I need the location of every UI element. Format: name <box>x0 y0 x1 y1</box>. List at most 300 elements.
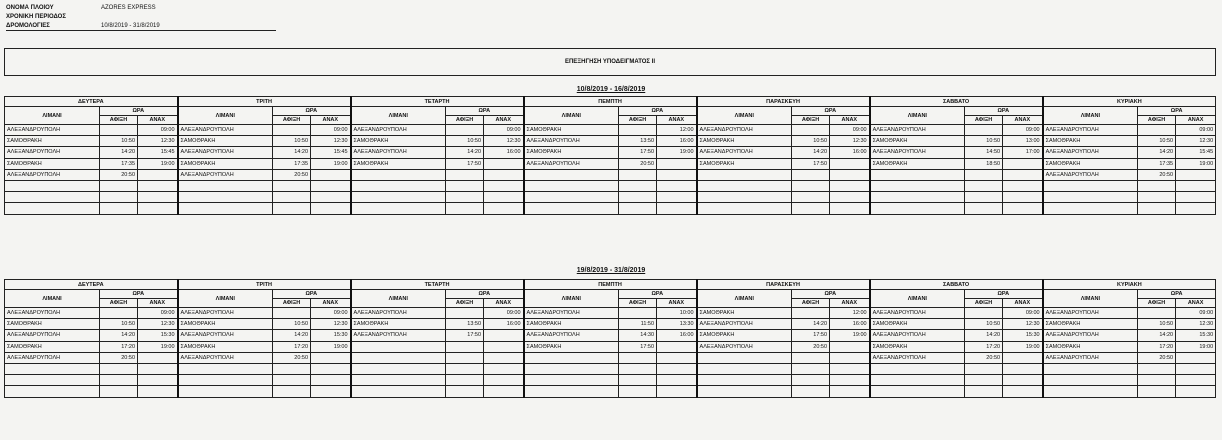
arrival-time-cell <box>100 386 138 397</box>
port-cell: ΣΑΜΟΘΡΑΚΗ <box>178 341 273 352</box>
departure-time-cell <box>1176 375 1216 386</box>
arrival-time-cell: 18:50 <box>965 158 1003 169</box>
departure-time-cell <box>311 375 351 386</box>
arrival-column-header: ΑΦΙΞΗ <box>965 116 1003 125</box>
arrival-time-cell: 10:50 <box>446 136 484 147</box>
departure-column-header: ΑΝΑΧ <box>830 116 870 125</box>
arrival-time-cell <box>619 192 657 203</box>
schedule-row <box>5 147 1216 158</box>
port-cell <box>178 203 273 214</box>
time-column-header: ΩΡΑ <box>273 290 351 299</box>
port-column-header: ΛΙΜΑΝΙ <box>5 290 100 308</box>
arrival-time-cell: 20:50 <box>792 341 830 352</box>
schedule-row <box>5 375 1216 386</box>
arrival-time-cell <box>273 375 311 386</box>
arrival-time-cell <box>965 203 1003 214</box>
arrival-time-cell: 10:50 <box>1138 136 1176 147</box>
departure-time-cell: 16:00 <box>830 147 870 158</box>
port-cell: ΑΛΕΞΑΝΔΡΟΥΠΟΛΗ <box>870 308 965 319</box>
arrival-time-cell <box>619 363 657 374</box>
day-header: ΚΥΡΙΑΚΗ <box>1043 280 1216 290</box>
departure-column-header: ΑΝΑΧ <box>311 116 351 125</box>
port-cell: ΑΛΕΞΑΝΔΡΟΥΠΟΛΗ <box>1043 352 1138 363</box>
port-cell <box>178 180 273 191</box>
day-header-row <box>5 97 1216 107</box>
day-header: ΣΑΒΒΑΤΟ <box>870 280 1043 290</box>
schedule-row <box>5 363 1216 374</box>
departure-time-cell <box>138 363 178 374</box>
document-header <box>6 4 160 31</box>
port-cell: ΑΛΕΞΑΝΔΡΟΥΠΟΛΗ <box>5 169 100 180</box>
departure-time-cell <box>484 158 524 169</box>
departure-time-cell <box>657 203 697 214</box>
arrival-time-cell: 14:20 <box>100 330 138 341</box>
period-label: ΧΡΟΝΙΚΗ ΠΕΡΙΟΔΟΣ <box>6 14 66 20</box>
departure-time-cell <box>1003 169 1043 180</box>
time-column-header: ΩΡΑ <box>446 290 524 299</box>
arrival-time-cell: 17:50 <box>619 147 657 158</box>
period-title-1: 10/8/2019 - 16/8/2019 <box>576 86 646 93</box>
departure-time-cell: 12:30 <box>830 136 870 147</box>
arrival-time-cell: 17:50 <box>619 341 657 352</box>
arrival-time-cell <box>1138 375 1176 386</box>
port-cell: ΑΛΕΞΑΝΔΡΟΥΠΟΛΗ <box>1043 169 1138 180</box>
arrival-time-cell <box>100 192 138 203</box>
port-cell: ΣΑΜΟΘΡΑΚΗ <box>351 319 446 330</box>
port-cell <box>524 375 619 386</box>
arrival-time-cell: 17:20 <box>965 341 1003 352</box>
port-cell <box>524 169 619 180</box>
port-cell <box>697 386 792 397</box>
arrival-column-header: ΑΦΙΞΗ <box>619 116 657 125</box>
port-cell <box>870 203 965 214</box>
arrival-time-cell <box>792 375 830 386</box>
port-cell: ΣΑΜΟΘΡΑΚΗ <box>870 319 965 330</box>
arrival-time-cell: 14:20 <box>1138 330 1176 341</box>
port-column-header: ΛΙΜΑΝΙ <box>351 107 446 125</box>
header-underline <box>6 30 276 31</box>
port-cell <box>697 203 792 214</box>
arrival-time-cell <box>1138 192 1176 203</box>
departure-time-cell <box>830 192 870 203</box>
arrival-time-cell: 10:50 <box>1138 319 1176 330</box>
departure-column-header: ΑΝΑΧ <box>1003 116 1043 125</box>
port-cell: ΣΑΜΟΘΡΑΚΗ <box>5 341 100 352</box>
schedule-row <box>5 125 1216 136</box>
day-header: ΔΕΥΤΕΡΑ <box>5 280 178 290</box>
port-cell <box>1043 363 1138 374</box>
port-cell <box>351 180 446 191</box>
arrival-time-cell: 10:50 <box>965 136 1003 147</box>
departure-time-cell: 09:00 <box>311 308 351 319</box>
day-header: ΚΥΡΙΑΚΗ <box>1043 97 1216 107</box>
port-cell <box>351 192 446 203</box>
arrival-time-cell <box>446 192 484 203</box>
departure-column-header: ΑΝΑΧ <box>830 299 870 308</box>
arrival-column-header: ΑΦΙΞΗ <box>100 116 138 125</box>
port-cell: ΑΛΕΞΑΝΔΡΟΥΠΟΛΗ <box>697 125 792 136</box>
port-cell: ΣΑΜΟΘΡΑΚΗ <box>351 136 446 147</box>
arrival-column-header: ΑΦΙΞΗ <box>446 299 484 308</box>
departure-time-cell: 15:30 <box>311 330 351 341</box>
port-cell: ΑΛΕΞΑΝΔΡΟΥΠΟΛΗ <box>5 308 100 319</box>
arrival-time-cell <box>1138 125 1176 136</box>
departure-time-cell <box>1003 203 1043 214</box>
schedule-row <box>5 203 1216 214</box>
port-column-header: ΛΙΜΑΝΙ <box>697 290 792 308</box>
time-column-header: ΩΡΑ <box>792 107 870 116</box>
arrival-time-cell: 17:35 <box>1138 158 1176 169</box>
arrival-time-cell: 14:20 <box>965 330 1003 341</box>
port-cell <box>178 363 273 374</box>
arrival-time-cell: 17:50 <box>792 330 830 341</box>
departure-time-cell: 09:00 <box>311 125 351 136</box>
port-cell: ΑΛΕΞΑΝΔΡΟΥΠΟΛΗ <box>5 330 100 341</box>
port-cell: ΑΛΕΞΑΝΔΡΟΥΠΟΛΗ <box>524 136 619 147</box>
arrival-time-cell <box>446 375 484 386</box>
arrival-time-cell <box>273 180 311 191</box>
departure-time-cell: 16:00 <box>484 147 524 158</box>
port-cell <box>697 352 792 363</box>
arrival-time-cell: 20:50 <box>619 158 657 169</box>
port-column-header: ΛΙΜΑΝΙ <box>1043 107 1138 125</box>
departure-time-cell <box>484 375 524 386</box>
departure-time-cell: 13:00 <box>1003 136 1043 147</box>
port-cell <box>524 192 619 203</box>
departure-time-cell <box>311 363 351 374</box>
departure-time-cell <box>830 341 870 352</box>
departure-time-cell <box>484 363 524 374</box>
schedule-row <box>5 308 1216 319</box>
arrival-time-cell: 17:50 <box>792 158 830 169</box>
port-cell: ΣΑΜΟΘΡΑΚΗ <box>524 125 619 136</box>
column-header-row <box>5 107 1216 116</box>
departure-time-cell <box>830 180 870 191</box>
arrival-time-cell <box>100 363 138 374</box>
arrival-time-cell <box>446 180 484 191</box>
departure-time-cell <box>1003 158 1043 169</box>
arrival-time-cell <box>446 203 484 214</box>
departure-time-cell: 09:00 <box>1003 308 1043 319</box>
arrival-time-cell <box>965 308 1003 319</box>
arrival-column-header: ΑΦΙΞΗ <box>619 299 657 308</box>
arrival-column-header: ΑΦΙΞΗ <box>273 299 311 308</box>
port-cell: ΑΛΕΞΑΝΔΡΟΥΠΟΛΗ <box>870 147 965 158</box>
port-cell: ΣΑΜΟΘΡΑΚΗ <box>870 341 965 352</box>
arrival-time-cell: 17:20 <box>273 341 311 352</box>
port-column-header: ΛΙΜΑΝΙ <box>697 107 792 125</box>
arrival-time-cell <box>619 180 657 191</box>
vessel-row <box>6 4 160 13</box>
departure-time-cell: 12:30 <box>1176 319 1216 330</box>
port-cell: ΑΛΕΞΑΝΔΡΟΥΠΟΛΗ <box>178 169 273 180</box>
port-column-header: ΛΙΜΑΝΙ <box>178 107 273 125</box>
arrival-time-cell: 10:50 <box>965 319 1003 330</box>
departure-column-header: ΑΝΑΧ <box>484 299 524 308</box>
departure-time-cell <box>311 192 351 203</box>
arrival-time-cell <box>100 125 138 136</box>
departure-time-cell <box>657 158 697 169</box>
departure-time-cell <box>311 386 351 397</box>
arrival-time-cell: 20:50 <box>273 352 311 363</box>
arrival-time-cell <box>619 203 657 214</box>
arrival-time-cell: 14:20 <box>792 147 830 158</box>
day-header: ΣΑΒΒΑΤΟ <box>870 97 1043 107</box>
port-cell <box>5 180 100 191</box>
departure-time-cell: 09:00 <box>138 125 178 136</box>
port-cell <box>351 386 446 397</box>
departure-time-cell <box>830 363 870 374</box>
port-cell: ΣΑΜΟΘΡΑΚΗ <box>1043 136 1138 147</box>
arrival-time-cell: 14:20 <box>100 147 138 158</box>
departure-time-cell <box>1003 180 1043 191</box>
departure-time-cell: 12:30 <box>138 319 178 330</box>
departure-time-cell <box>484 341 524 352</box>
port-cell: ΑΛΕΞΑΝΔΡΟΥΠΟΛΗ <box>178 330 273 341</box>
port-cell: ΑΛΕΞΑΝΔΡΟΥΠΟΛΗ <box>1043 125 1138 136</box>
arrival-column-header: ΑΦΙΞΗ <box>792 116 830 125</box>
port-cell: ΑΛΕΞΑΝΔΡΟΥΠΟΛΗ <box>697 147 792 158</box>
departure-time-cell <box>1176 203 1216 214</box>
port-cell <box>178 192 273 203</box>
arrival-time-cell <box>965 125 1003 136</box>
port-cell <box>351 169 446 180</box>
arrival-time-cell <box>446 363 484 374</box>
route-value: 10/8/2019 - 31/8/2019 <box>101 23 160 29</box>
arrival-time-cell: 13:50 <box>619 136 657 147</box>
time-column-header: ΩΡΑ <box>100 290 178 299</box>
port-cell: ΑΛΕΞΑΝΔΡΟΥΠΟΛΗ <box>524 308 619 319</box>
departure-time-cell: 09:00 <box>1176 125 1216 136</box>
port-cell: ΑΛΕΞΑΝΔΡΟΥΠΟΛΗ <box>870 330 965 341</box>
departure-time-cell <box>311 352 351 363</box>
schedule-row <box>5 192 1216 203</box>
port-cell <box>5 363 100 374</box>
arrival-time-cell <box>100 180 138 191</box>
arrival-time-cell <box>446 308 484 319</box>
departure-time-cell: 12:30 <box>138 136 178 147</box>
day-header: ΠΑΡΑΣΚΕΥΗ <box>697 97 870 107</box>
departure-time-cell <box>830 158 870 169</box>
port-cell: ΣΑΜΟΘΡΑΚΗ <box>697 330 792 341</box>
departure-time-cell <box>1176 386 1216 397</box>
arrival-column-header: ΑΦΙΞΗ <box>1138 299 1176 308</box>
arrival-time-cell: 14:20 <box>273 147 311 158</box>
port-column-header: ΛΙΜΑΝΙ <box>524 290 619 308</box>
port-cell <box>1043 203 1138 214</box>
departure-time-cell <box>484 352 524 363</box>
schedule-table-2 <box>4 279 1216 398</box>
departure-time-cell: 15:30 <box>138 330 178 341</box>
arrival-time-cell <box>792 180 830 191</box>
arrival-time-cell <box>1138 308 1176 319</box>
arrival-time-cell <box>1138 180 1176 191</box>
arrival-time-cell <box>446 386 484 397</box>
arrival-time-cell <box>619 352 657 363</box>
departure-column-header: ΑΝΑΧ <box>484 116 524 125</box>
time-column-header: ΩΡΑ <box>446 107 524 116</box>
arrival-time-cell <box>619 375 657 386</box>
arrival-time-cell: 20:50 <box>100 352 138 363</box>
departure-column-header: ΑΝΑΧ <box>657 299 697 308</box>
departure-time-cell: 17:00 <box>1003 147 1043 158</box>
port-cell: ΣΑΜΟΘΡΑΚΗ <box>5 158 100 169</box>
departure-time-cell <box>1176 192 1216 203</box>
departure-time-cell: 16:00 <box>657 136 697 147</box>
arrival-time-cell: 10:50 <box>273 136 311 147</box>
port-cell <box>1043 192 1138 203</box>
departure-time-cell: 15:30 <box>1003 330 1043 341</box>
arrival-time-cell: 14:50 <box>965 147 1003 158</box>
port-cell: ΣΑΜΟΘΡΑΚΗ <box>697 136 792 147</box>
arrival-time-cell <box>100 308 138 319</box>
departure-time-cell <box>657 169 697 180</box>
departure-time-cell <box>138 203 178 214</box>
arrival-time-cell <box>273 192 311 203</box>
arrival-time-cell <box>792 308 830 319</box>
port-cell <box>351 363 446 374</box>
schedule-row <box>5 352 1216 363</box>
port-cell <box>1043 386 1138 397</box>
port-cell: ΑΛΕΞΑΝΔΡΟΥΠΟΛΗ <box>870 352 965 363</box>
port-cell: ΑΛΕΞΑΝΔΡΟΥΠΟΛΗ <box>351 308 446 319</box>
port-cell: ΣΑΜΟΘΡΑΚΗ <box>5 136 100 147</box>
arrival-time-cell: 17:35 <box>273 158 311 169</box>
day-header: ΤΕΤΑΡΤΗ <box>351 97 524 107</box>
arrival-time-cell <box>273 203 311 214</box>
port-cell: ΣΑΜΟΘΡΑΚΗ <box>524 319 619 330</box>
port-cell <box>697 169 792 180</box>
departure-time-cell <box>657 192 697 203</box>
departure-time-cell <box>484 203 524 214</box>
time-column-header: ΩΡΑ <box>100 107 178 116</box>
departure-time-cell: 19:00 <box>311 158 351 169</box>
departure-time-cell <box>484 180 524 191</box>
arrival-time-cell: 20:50 <box>1138 169 1176 180</box>
vessel-label: ΟΝΟΜΑ ΠΛΟΙΟΥ <box>6 5 54 11</box>
port-cell: ΣΑΜΟΘΡΑΚΗ <box>870 136 965 147</box>
arrival-column-header: ΑΦΙΞΗ <box>965 299 1003 308</box>
port-cell: ΑΛΕΞΑΝΔΡΟΥΠΟΛΗ <box>1043 147 1138 158</box>
arrival-time-cell <box>619 386 657 397</box>
departure-time-cell: 19:00 <box>311 341 351 352</box>
departure-time-cell: 19:00 <box>138 158 178 169</box>
port-column-header: ΛΙΜΑΝΙ <box>1043 290 1138 308</box>
arrival-time-cell <box>446 352 484 363</box>
arrival-time-cell: 17:35 <box>100 158 138 169</box>
port-cell: ΣΑΜΟΘΡΑΚΗ <box>178 319 273 330</box>
departure-time-cell: 13:30 <box>657 319 697 330</box>
departure-time-cell: 09:00 <box>484 308 524 319</box>
day-header: ΠΕΜΠΤΗ <box>524 97 697 107</box>
time-column-header: ΩΡΑ <box>1138 290 1216 299</box>
port-cell: ΣΑΜΟΘΡΑΚΗ <box>1043 158 1138 169</box>
arrival-time-cell <box>1138 363 1176 374</box>
arrival-column-header: ΑΦΙΞΗ <box>1138 116 1176 125</box>
arrival-time-cell <box>792 363 830 374</box>
day-header: ΤΡΙΤΗ <box>178 280 351 290</box>
arrival-time-cell: 17:20 <box>100 341 138 352</box>
arrival-time-cell: 17:20 <box>1138 341 1176 352</box>
arrival-time-cell <box>792 192 830 203</box>
departure-time-cell <box>311 180 351 191</box>
arrival-time-cell <box>446 341 484 352</box>
departure-time-cell <box>657 341 697 352</box>
departure-time-cell: 12:30 <box>1176 136 1216 147</box>
port-cell: ΣΑΜΟΘΡΑΚΗ <box>1043 319 1138 330</box>
arrival-time-cell <box>273 125 311 136</box>
departure-time-cell: 12:30 <box>311 136 351 147</box>
arrival-time-cell <box>792 386 830 397</box>
arrival-time-cell: 10:50 <box>100 319 138 330</box>
departure-time-cell <box>311 169 351 180</box>
port-cell <box>697 375 792 386</box>
time-column-header: ΩΡΑ <box>1138 107 1216 116</box>
port-cell: ΑΛΕΞΑΝΔΡΟΥΠΟΛΗ <box>178 147 273 158</box>
vessel-value: AZORES EXPRESS <box>101 5 156 11</box>
port-column-header: ΛΙΜΑΝΙ <box>178 290 273 308</box>
departure-time-cell <box>1176 363 1216 374</box>
departure-time-cell <box>657 352 697 363</box>
departure-time-cell <box>1003 375 1043 386</box>
arrival-time-cell: 10:50 <box>100 136 138 147</box>
departure-time-cell: 12:00 <box>657 125 697 136</box>
departure-time-cell: 16:00 <box>484 319 524 330</box>
schedule-row <box>5 180 1216 191</box>
port-cell <box>351 203 446 214</box>
departure-time-cell: 10:00 <box>657 308 697 319</box>
port-cell <box>870 386 965 397</box>
day-header: ΠΑΡΑΣΚΕΥΗ <box>697 280 870 290</box>
departure-time-cell: 15:45 <box>138 147 178 158</box>
departure-time-cell: 16:00 <box>830 319 870 330</box>
arrival-time-cell: 17:50 <box>446 330 484 341</box>
port-cell: ΑΛΕΞΑΝΔΡΟΥΠΟΛΗ <box>1043 330 1138 341</box>
arrival-time-cell: 17:50 <box>446 158 484 169</box>
time-column-header: ΩΡΑ <box>792 290 870 299</box>
port-cell <box>351 352 446 363</box>
arrival-time-cell <box>792 125 830 136</box>
day-header: ΤΕΤΑΡΤΗ <box>351 280 524 290</box>
port-cell: ΑΛΕΞΑΝΔΡΟΥΠΟΛΗ <box>178 308 273 319</box>
arrival-time-cell <box>965 169 1003 180</box>
departure-time-cell <box>1003 363 1043 374</box>
arrival-time-cell <box>446 169 484 180</box>
departure-time-cell: 15:45 <box>1176 147 1216 158</box>
port-cell <box>524 386 619 397</box>
departure-time-cell: 12:30 <box>1003 319 1043 330</box>
port-cell <box>178 386 273 397</box>
port-cell: ΣΑΜΟΘΡΑΚΗ <box>1043 341 1138 352</box>
arrival-time-cell <box>100 203 138 214</box>
day-header: ΤΡΙΤΗ <box>178 97 351 107</box>
departure-time-cell <box>311 203 351 214</box>
departure-time-cell: 19:00 <box>1176 341 1216 352</box>
departure-column-header: ΑΝΑΧ <box>138 116 178 125</box>
document-title-banner: ΕΠΕΞΗΓΗΣΗ ΥΠΟΔΕΙΓΜΑΤΟΣ ΙΙ <box>4 48 1216 76</box>
arrival-time-cell <box>619 125 657 136</box>
departure-time-cell <box>830 375 870 386</box>
arrival-time-cell: 13:50 <box>446 319 484 330</box>
departure-time-cell <box>484 192 524 203</box>
port-cell <box>870 363 965 374</box>
day-header: ΠΕΜΠΤΗ <box>524 280 697 290</box>
departure-time-cell: 09:00 <box>1003 125 1043 136</box>
port-cell <box>870 192 965 203</box>
port-cell <box>524 352 619 363</box>
departure-column-header: ΑΝΑΧ <box>1176 116 1216 125</box>
port-cell <box>1043 180 1138 191</box>
